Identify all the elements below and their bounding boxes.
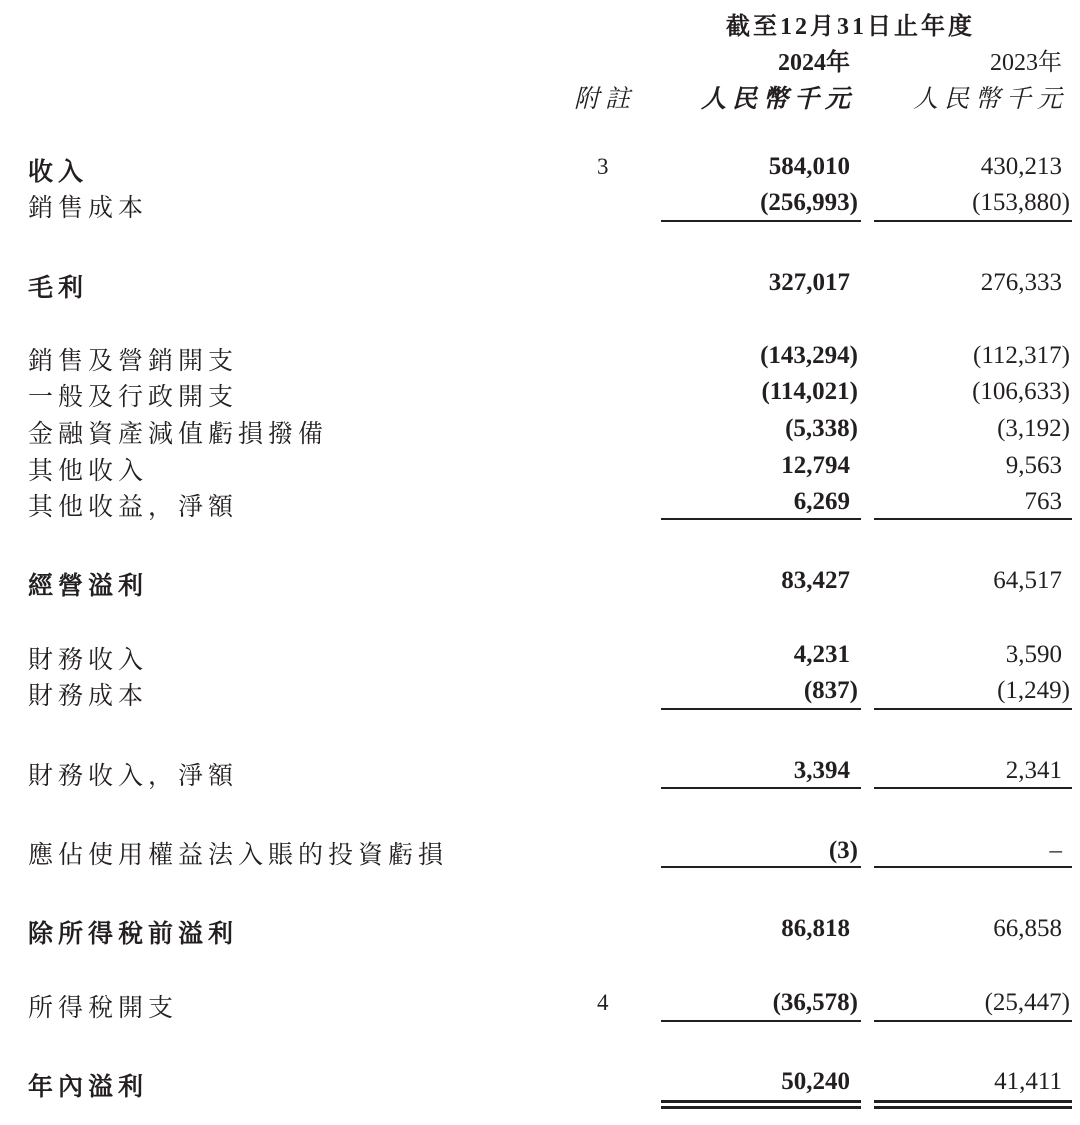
row-label-finance-income: 財務收入 bbox=[28, 647, 149, 674]
value-2023-equity-loss: – bbox=[1049, 837, 1062, 864]
value-2023-other-income: 9,563 bbox=[1005, 452, 1062, 479]
year-2023-header: 2023年 bbox=[990, 50, 1062, 76]
subtotal-rule bbox=[661, 708, 861, 710]
row-label-other-income: 其他收入 bbox=[28, 458, 149, 485]
value-2024-equity-loss: (3) bbox=[828, 837, 858, 864]
value-2024-other-gains: 6,269 bbox=[793, 488, 850, 515]
total-double-rule bbox=[874, 1100, 1072, 1109]
subtotal-rule bbox=[874, 708, 1072, 710]
value-2023-gross-profit: 276,333 bbox=[980, 269, 1062, 296]
value-2023-profit-before-tax: 66,858 bbox=[993, 915, 1062, 942]
value-2023-finance-income-net: 2,341 bbox=[1005, 757, 1062, 784]
subtotal-rule bbox=[874, 787, 1072, 789]
row-label-profit-before-tax: 除所得稅前溢利 bbox=[28, 921, 239, 948]
value-2024-gross-profit: 327,017 bbox=[768, 269, 850, 296]
value-2024-income-tax: (36,578) bbox=[772, 989, 858, 1016]
value-2023-impairment: (3,192) bbox=[997, 415, 1070, 442]
row-label-finance-income-net: 財務收入，淨額 bbox=[28, 763, 239, 790]
value-2024-cost-of-sales: (256,993) bbox=[760, 189, 858, 216]
row-label-operating-profit: 經營溢利 bbox=[28, 573, 149, 600]
row-note-revenue: 3 bbox=[597, 154, 609, 179]
subtotal-rule bbox=[661, 866, 861, 868]
year-2024-header: 2024年 bbox=[778, 50, 850, 76]
value-2024-finance-income-net: 3,394 bbox=[793, 757, 850, 784]
value-2024-finance-income: 4,231 bbox=[793, 641, 850, 668]
subtotal-rule bbox=[874, 518, 1072, 520]
unit-2024-header: 人民幣千元 bbox=[700, 86, 856, 113]
value-2023-cost-of-sales: (153,880) bbox=[972, 189, 1070, 216]
row-label-income-tax: 所得稅開支 bbox=[28, 995, 179, 1022]
value-2024-finance-costs: (837) bbox=[803, 677, 858, 704]
subtotal-rule bbox=[874, 1020, 1072, 1022]
subtotal-rule bbox=[661, 787, 861, 789]
value-2024-impairment: (5,338) bbox=[785, 415, 858, 442]
row-label-other-gains: 其他收益，淨額 bbox=[28, 494, 239, 521]
value-2023-selling-expenses: (112,317) bbox=[973, 342, 1070, 369]
row-label-selling-expenses: 銷售及營銷開支 bbox=[28, 348, 239, 375]
row-label-impairment: 金融資產減值虧損撥備 bbox=[28, 421, 329, 448]
value-2023-admin-expenses: (106,633) bbox=[972, 378, 1070, 405]
value-2023-revenue: 430,213 bbox=[980, 153, 1062, 180]
subtotal-rule bbox=[874, 220, 1072, 222]
value-2024-profit-for-year: 50,240 bbox=[781, 1068, 850, 1095]
value-2023-profit-for-year: 41,411 bbox=[994, 1068, 1062, 1095]
row-label-equity-loss: 應佔使用權益法入賬的投資虧損 bbox=[28, 842, 449, 869]
value-2023-other-gains: 763 bbox=[1024, 488, 1062, 515]
row-label-profit-for-year: 年內溢利 bbox=[28, 1074, 149, 1101]
total-double-rule bbox=[661, 1100, 861, 1109]
subtotal-rule bbox=[661, 220, 861, 222]
value-2024-other-income: 12,794 bbox=[781, 452, 850, 479]
note-column-header: 附註 bbox=[574, 86, 637, 113]
value-2023-finance-costs: (1,249) bbox=[997, 677, 1070, 704]
value-2024-selling-expenses: (143,294) bbox=[760, 342, 858, 369]
subtotal-rule bbox=[661, 1020, 861, 1022]
subtotal-rule bbox=[874, 866, 1072, 868]
value-2023-operating-profit: 64,517 bbox=[993, 567, 1062, 594]
value-2023-income-tax: (25,447) bbox=[984, 989, 1070, 1016]
value-2024-revenue: 584,010 bbox=[768, 153, 850, 180]
value-2023-finance-income: 3,590 bbox=[1005, 641, 1062, 668]
row-label-cost-of-sales: 銷售成本 bbox=[28, 195, 149, 222]
row-label-finance-costs: 財務成本 bbox=[28, 683, 149, 710]
row-label-gross-profit: 毛利 bbox=[28, 275, 89, 302]
row-note-income-tax: 4 bbox=[597, 990, 609, 1015]
row-label-admin-expenses: 一般及行政開支 bbox=[28, 384, 239, 411]
value-2024-profit-before-tax: 86,818 bbox=[781, 915, 850, 942]
period-header: 截至12月31日止年度 bbox=[726, 14, 975, 40]
value-2024-admin-expenses: (114,021) bbox=[761, 378, 858, 405]
unit-2023-header: 人民幣千元 bbox=[912, 86, 1068, 113]
value-2024-operating-profit: 83,427 bbox=[781, 567, 850, 594]
row-label-revenue: 收入 bbox=[28, 159, 89, 186]
subtotal-rule bbox=[661, 518, 861, 520]
